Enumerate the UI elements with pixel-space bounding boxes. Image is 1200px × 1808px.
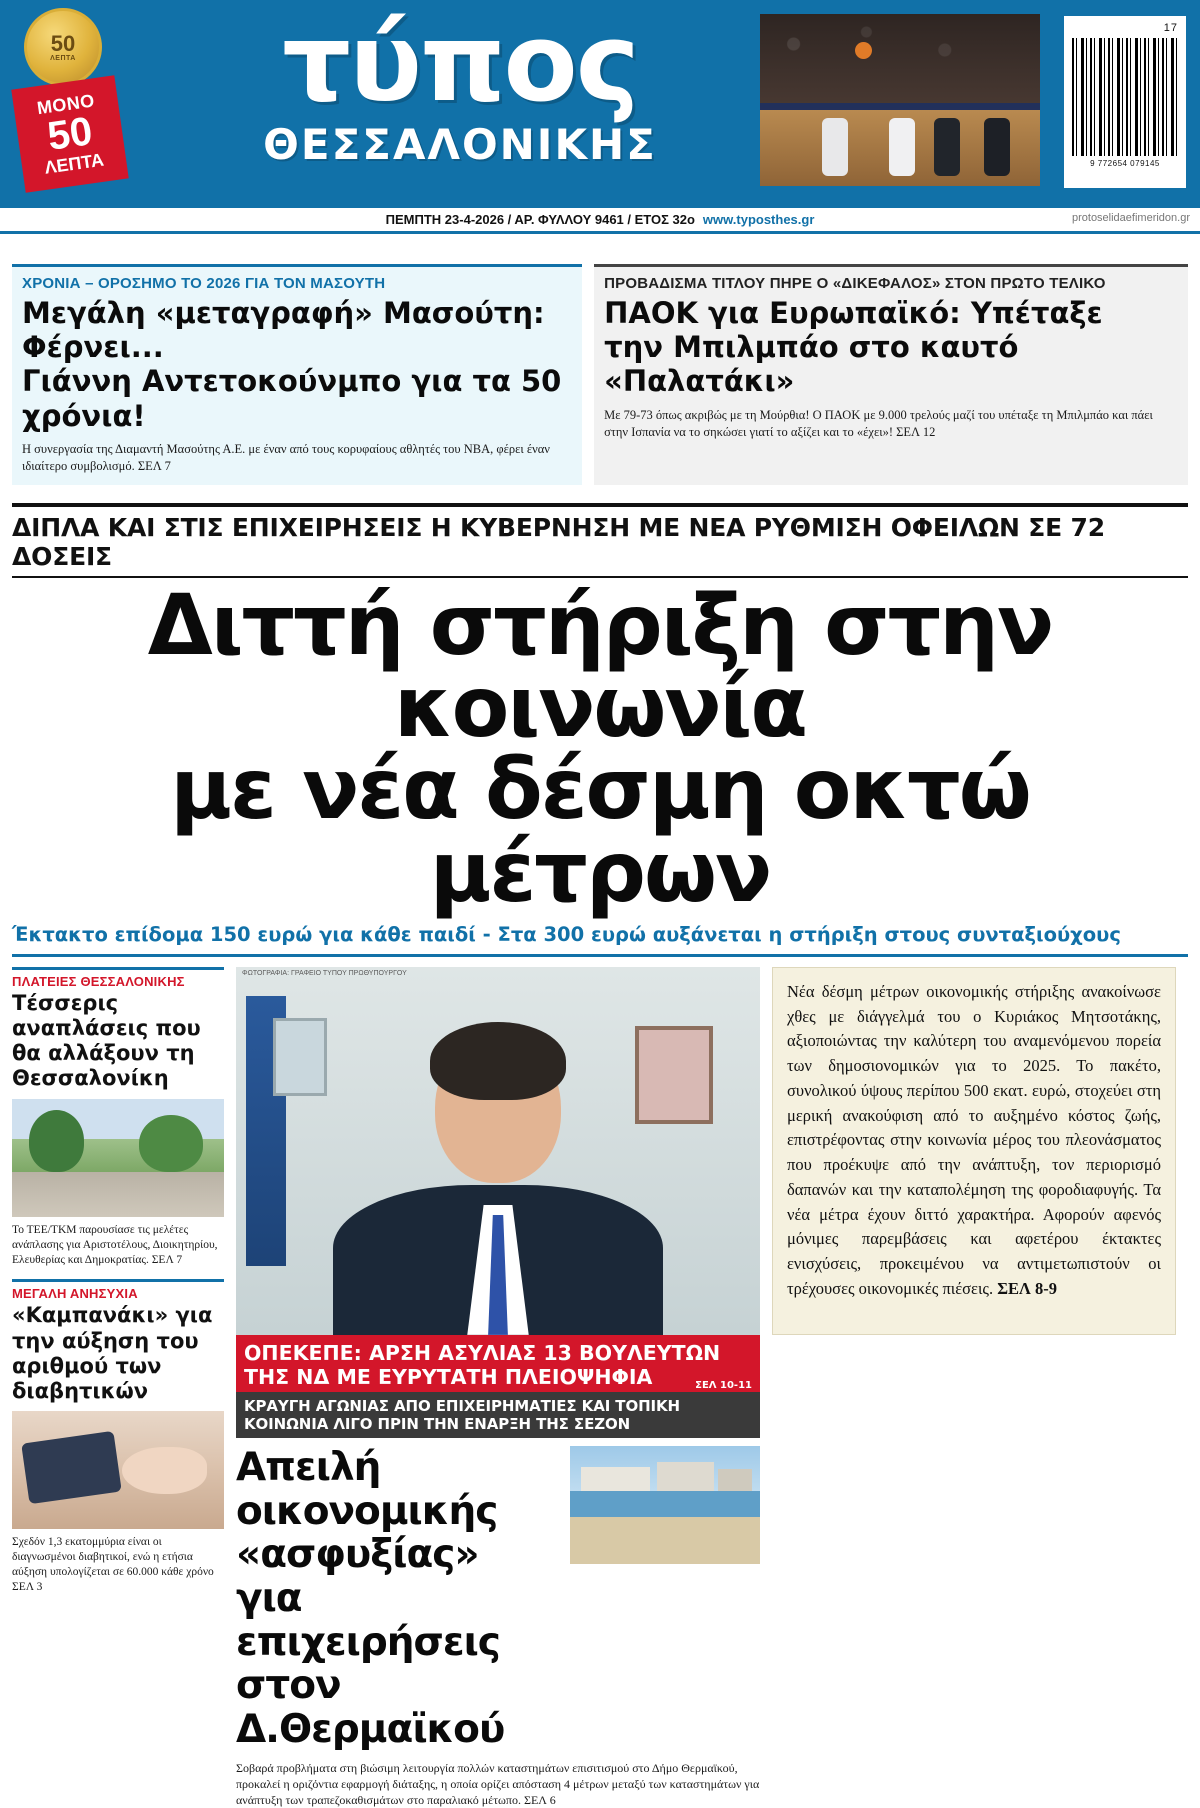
teaser-headline-line1: ΠΑΟΚ για Ευρωπαϊκό: Υπέταξε: [604, 296, 1103, 330]
teaser-headline: [22, 296, 572, 433]
bottom-headline-line1: Απειλή οικονομικής «ασφυξίας»: [236, 1444, 498, 1578]
lead-article-page-ref: ΣΕΛ 8-9: [997, 1278, 1057, 1298]
teaser-headline: [604, 296, 1178, 399]
beach-area: [570, 1517, 760, 1564]
lead-article-body: [772, 967, 1176, 1335]
prime-minister-photo: [236, 967, 760, 1335]
main-headline-line2: με νέα δέσμη οκτώ μέτρων: [170, 740, 1030, 921]
price-badge: [11, 75, 128, 192]
crowd-area: [760, 14, 1040, 114]
glucose-meter-photo: [12, 1411, 224, 1529]
basketball-photo: [760, 14, 1040, 186]
teaser-masoutis[interactable]: [12, 264, 582, 485]
sidebar-item-diabetes[interactable]: [12, 1279, 224, 1595]
sidebar-headline: Τέσσερις αναπλάσεις που θα αλλάξουν τη Θεσσαλονίκη: [12, 990, 201, 1091]
teaser-headline-line2: την Μπιλμπάο στο καυτό «Παλατάκι»: [604, 330, 1019, 399]
coin-value: 50: [50, 30, 76, 56]
center-column: [236, 967, 760, 1808]
bottom-story-text: [236, 1446, 560, 1752]
wall-artwork: [273, 1018, 327, 1096]
red-banner-opekepe[interactable]: [236, 1335, 760, 1392]
masthead: [0, 0, 1200, 208]
dateline-bar: [0, 208, 1200, 234]
player-figure: [889, 118, 915, 176]
main-headline: [12, 575, 1188, 921]
bottom-headline-line2: για επιχειρήσεις στον Δ.Θερμαϊκού: [236, 1575, 505, 1752]
player-figure: [984, 118, 1010, 176]
teaser-deck: Με 79-73 όπως ακριβώς με τη Μούρθια! Ο ΠΑΟΚ με 9.000 τρελούς μαζί του υπέταξε τη Μπιλμπάο και πάει στην Ισπανία να το σηκώσει γιατί το αξίζει και το «έχει»! ΣΕΛ 12: [604, 407, 1153, 439]
red-banner-page-ref: ΣΕΛ 10-11: [695, 1379, 752, 1391]
basketball-icon: [855, 42, 872, 59]
bottom-story[interactable]: [236, 1446, 760, 1752]
bottom-headline: [236, 1446, 560, 1752]
barcode-block: [1064, 16, 1186, 188]
thermaikos-beach-photo: [570, 1446, 760, 1564]
lead-article-text: Νέα δέσμη μέτρων οικονομικής στήριξης ανακοίνωσε χθες με διάγγελμά του ο Κυριάκος Μητσοτάκης, αξιοποιώντας την καλύτερη του αναμενόμενου πορεία των δημοσιονομικών για το 2025. Το πακέτο, συνολικού ύψους περίπου 500 εκατ. ευρώ, στοχεύει στη μερική ανακούφιση από το αυξημένο κόστος ζωής, επιστρέφοντας στην κοινωνία μέρος του πλεονάσματος που προέκυψε από την ανάπτυξη, τον περιορισμό δαπανών και την καταπολέμηση της φοροδιαφυγής. Τα νέα μέτρα έχουν διττό χαρακτήρα. Αφορούν αφενός μόνιμες παρεμβάσεις και αφετέρου έκτακτες ενισχύσεις, προκειμένου να αντιμετωπιστούν οι τρέχουσες οικονομικές πιέσεις.: [787, 981, 1161, 1298]
main-subhead: Έκτακτο επίδομα 150 ευρώ για κάθε παιδί - Στα 300 ευρώ αυξάνεται η στήριξη στους συνταξιούχους: [12, 923, 1188, 957]
logo-main-text: τύπος: [282, 1, 638, 126]
price-label-mono: ΜΟΝΟ: [35, 90, 96, 119]
person-hair: [430, 1022, 566, 1100]
teaser-headline-line2: Γιάννη Αντετοκούνμπο για τα 50 χρόνια!: [22, 364, 562, 433]
sidebar-caption: Το ΤΕΕ/ΤΚΜ παρουσίασε τις μελέτες ανάπλασης για Αριστοτέλους, Διοικητηρίου, Ελευθερίας και Δημοκρατίας. ΣΕΛ 7: [12, 1223, 218, 1266]
sea-area: [570, 1491, 760, 1517]
player-figure: [822, 118, 848, 176]
barcode-issue-mark: 17: [1163, 22, 1178, 34]
price-value: 50: [44, 109, 96, 159]
teaser-headline-line1: Μεγάλη «μεταγραφή» Μασούτη: Φέρνει...: [22, 296, 545, 365]
main-kicker: ΔΙΠΛΑ ΚΑΙ ΣΤΙΣ ΕΠΙΧΕΙΡΗΣΕΙΣ Η ΚΥΒΕΡΝΗΣΗ ΜΕ ΝΕΑ ΡΥΘΜΙΣΗ ΟΦΕΙΛΩΝ ΣΕ 72 ΔΟΣΕΙΣ: [12, 503, 1188, 578]
teaser-deck: Η συνεργασία της Διαμαντή Μασούτης Α.Ε. με έναν από τους κορυφαίους αθλητές του NBA, φέρει έναν ιδιαίτερο συμβολισμό. ΣΕΛ 7: [22, 441, 550, 473]
dateline-text: ΠΕΜΠΤΗ 23-4-2026 / ΑΡ. ΦΥΛΛΟΥ 9461 / ΕΤΟΣ 32ο: [385, 212, 695, 227]
teaser-kicker: ΠΡΟΒΑΔΙΣΜΑ ΤΙΤΛΟΥ ΠΗΡΕ Ο «ΔΙΚΕΦΑΛΟΣ» ΣΤΟΝ ΠΡΩΤΟ ΤΕΛΙΚΟ: [604, 275, 1106, 292]
teaser-paok[interactable]: [594, 264, 1188, 485]
sidebar-item-plateies[interactable]: [12, 967, 224, 1268]
bottom-story-deck: Σοβαρά προβλήματα στη βιώσιμη λειτουργία πολλών καταστημάτων επισιτισμού στο Δήμο Θερμαϊκού, προκαλεί η οριζόντια εφαρμογή διάταξης, η οποία ορίζει απόσταση 4 μέτρων μεταξύ των καταστημάτων για ανάπτυξη των τραπεζοκαθισμάτων στο παραλιακό μέτωπο. ΣΕΛ 6: [236, 1760, 760, 1807]
top-teasers-row: [0, 234, 1200, 485]
price-currency-unit: ΛΕΠΤΑ: [43, 149, 106, 178]
sidebar-kicker: ΠΛΑΤΕΙΕΣ ΘΕΣΣΑΛΟΝΙΚΗΣ: [12, 973, 185, 989]
website-link[interactable]: www.typosthes.gr: [702, 212, 815, 227]
photo-credit: ΦΩΤΟΓΡΑΦΙΑ: ΓΡΑΦΕΙΟ ΤΥΠΟΥ ΠΡΩΘΥΠΟΥΡΓΟΥ: [242, 969, 407, 977]
logo-sub-text: ΘΕΣΣΑΛΟΝΙΚΗΣ: [263, 120, 657, 169]
wall-artwork: [635, 1026, 713, 1124]
content-columns: [12, 967, 1188, 1808]
dark-banner-kicker: ΚΡΑΥΓΗ ΑΓΩΝΙΑΣ ΑΠΟ ΕΠΙΧΕΙΡΗΜΑΤΙΕΣ ΚΑΙ ΤΟΠΙΚΗ ΚΟΙΝΩΝΙΑ ΛΙΓΟ ΠΡΙΝ ΤΗΝ ΕΝΑΡΞΗ ΤΗΣ ΣΕΖΟΝ: [236, 1392, 760, 1438]
main-headline-line1: Διττή στήριξη στην κοινωνία: [147, 575, 1053, 756]
red-banner-text: ΟΠΕΚΕΠΕ: ΑΡΣΗ ΑΣΥΛΙΑΣ 13 ΒΟΥΛΕΥΤΩΝ ΤΗΣ ΝΔ ΜΕ ΕΥΡΥΤΑΤΗ ΠΛΕΙΟΨΗΦΙΑ: [244, 1340, 721, 1389]
logo: [150, 1, 770, 169]
source-watermark: protoselidaefimeridon.gr: [1071, 212, 1190, 224]
player-figure: [934, 118, 960, 176]
anniversary-coin-icon: [24, 8, 102, 86]
left-sidebar: [12, 967, 224, 1808]
coin-caption: ΛΕΠΤΑ: [50, 54, 76, 62]
sidebar-kicker: ΜΕΓΑΛΗ ΑΝΗΣΥΧΙΑ: [12, 1286, 138, 1302]
park-photo: [12, 1099, 224, 1217]
sidebar-headline: «Καμπανάκι» για την αύξηση του αριθμού των διαβητικών: [12, 1303, 213, 1403]
sidebar-caption: Σχεδόν 1,3 εκατομμύρια είναι οι διαγνωσμένοι διαβητικοί, ενώ η ετήσια αύξηση υπολογίζεται σε 60.000 κάθε χρόνο ΣΕΛ 3: [12, 1536, 214, 1593]
right-column: [772, 967, 1176, 1808]
barcode-bars: [1072, 38, 1178, 156]
teaser-kicker: ΧΡΟΝΙΑ – ΟΡΟΣΗΜΟ ΤΟ 2026 ΓΙΑ ΤΟΝ ΜΑΣΟΥΤΗ: [22, 275, 386, 292]
barcode-number: 9 772654 079145: [1090, 159, 1160, 168]
